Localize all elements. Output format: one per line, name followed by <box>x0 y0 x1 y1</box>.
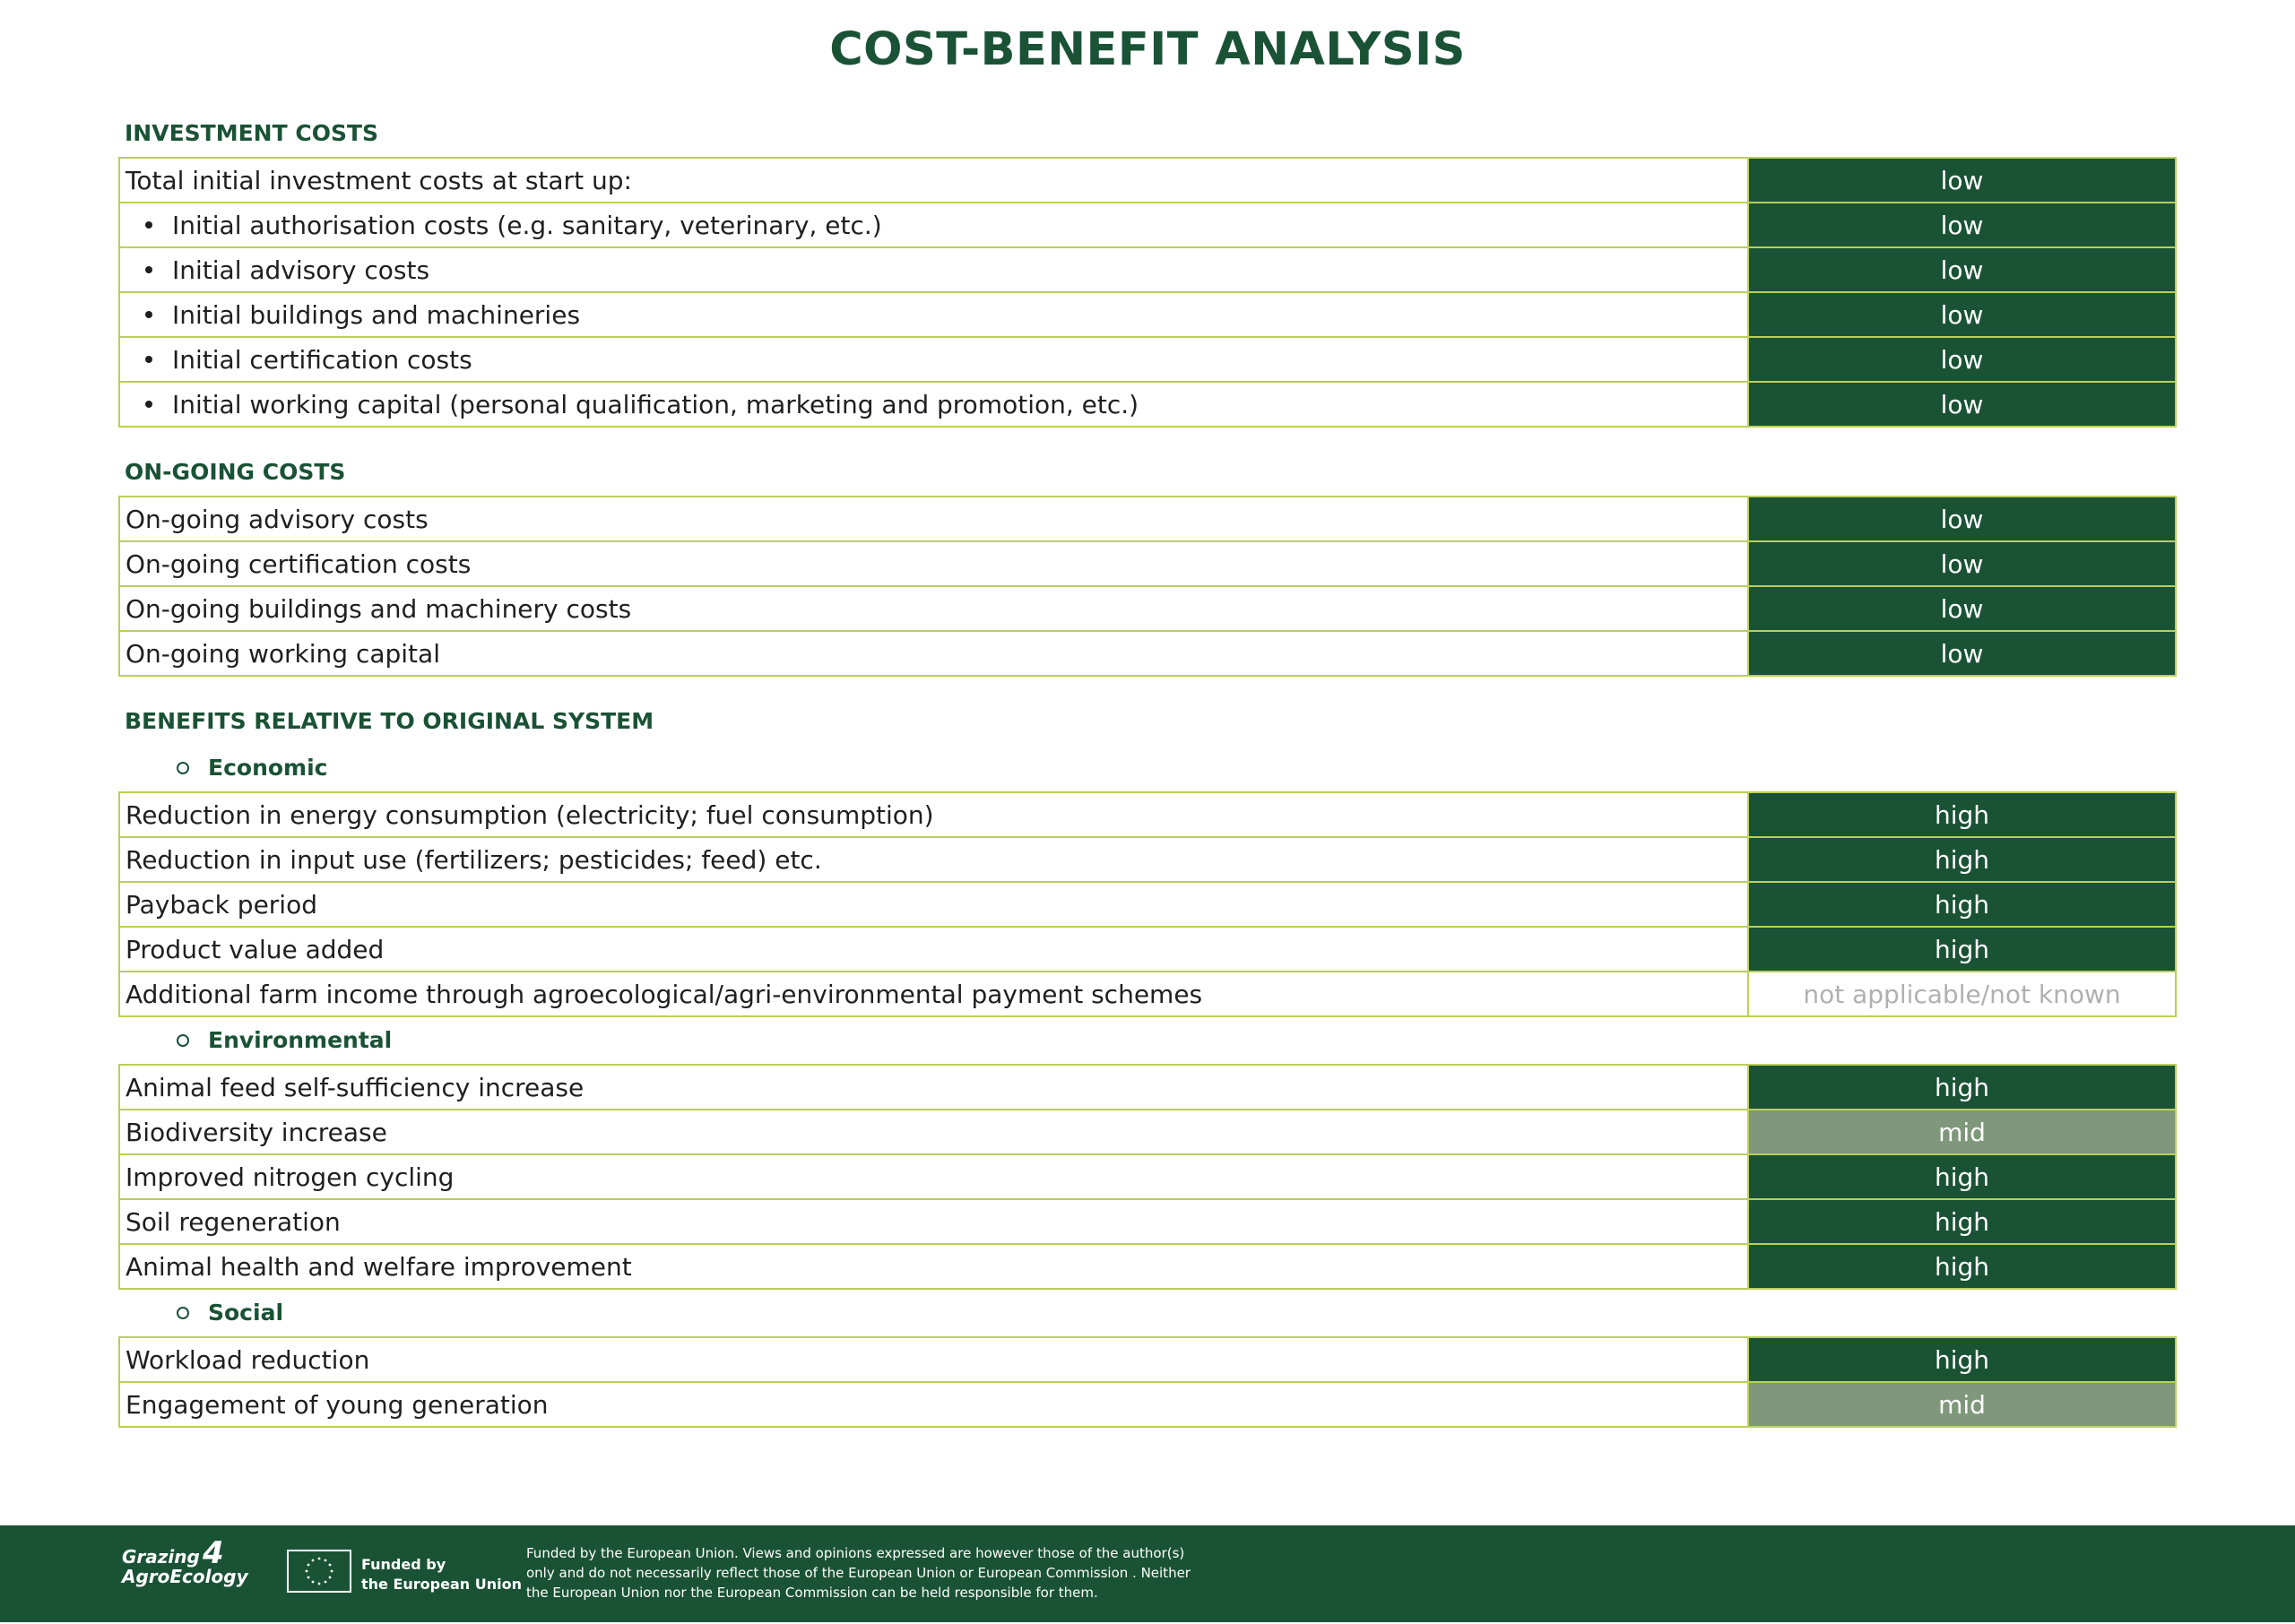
rating-cell: high <box>1748 1337 2176 1382</box>
ongoing-costs-heading: ON-GOING COSTS <box>125 459 346 485</box>
rating-cell: high <box>1748 1065 2176 1110</box>
rating-cell: low <box>1748 586 2176 631</box>
economic-benefits-table <box>118 791 2177 1017</box>
bullet-icon <box>145 356 152 363</box>
table-row <box>119 792 2176 837</box>
row-label: On-going advisory costs <box>119 497 1748 541</box>
bullet-icon <box>145 401 152 408</box>
rating-cell: not applicable/not known <box>1748 972 2176 1016</box>
table-row <box>119 882 2176 927</box>
circle-bullet-icon <box>177 762 189 774</box>
investment-costs-heading: INVESTMENT COSTS <box>125 120 379 146</box>
disclaimer-line3: the European Union nor the European Commission can be held responsible for them. <box>526 1585 1098 1601</box>
table-row <box>119 1110 2176 1154</box>
eu-funded-line1: Funded by <box>361 1556 446 1573</box>
rating-cell: low <box>1748 292 2176 337</box>
table-row <box>119 497 2176 541</box>
circle-bullet-icon <box>177 1034 189 1047</box>
economic-subheading <box>118 745 2177 791</box>
logo-line2: AgroEcology <box>122 1566 248 1587</box>
rating-cell: low <box>1748 247 2176 292</box>
row-label: Product value added <box>119 927 1748 972</box>
table-row <box>119 541 2176 586</box>
row-label: On-going buildings and machinery costs <box>119 586 1748 631</box>
row-label: Soil regeneration <box>119 1199 1748 1244</box>
row-label: Animal health and welfare improvement <box>119 1244 1748 1289</box>
page-title: COST-BENEFIT ANALYSIS <box>829 23 1466 76</box>
footer <box>0 1525 2295 1622</box>
cost-benefit-content <box>118 115 2177 1428</box>
rating-cell: high <box>1748 882 2176 927</box>
table-row <box>119 972 2176 1016</box>
row-label: Improved nitrogen cycling <box>119 1154 1748 1199</box>
rating-cell: low <box>1748 203 2176 247</box>
disclaimer-line2: only and do not necessarily reflect those of the European Union or European Commission . Neither <box>526 1565 1191 1581</box>
table-row <box>119 631 2176 676</box>
row-label-bulleted <box>119 337 1748 382</box>
social-subheading-text: Social <box>208 1300 284 1326</box>
table-row <box>119 927 2176 972</box>
table-row <box>119 1382 2176 1427</box>
investment-costs-table <box>118 157 2177 428</box>
row-label: Payback period <box>119 882 1748 927</box>
rating-cell: high <box>1748 1154 2176 1199</box>
logo-number: 4 <box>203 1535 224 1571</box>
table-row <box>119 203 2176 247</box>
rating-cell: mid <box>1748 1382 2176 1427</box>
row-label-bulleted <box>119 247 1748 292</box>
benefits-heading: BENEFITS RELATIVE TO ORIGINAL SYSTEM <box>125 708 654 734</box>
bullet-icon <box>145 266 152 273</box>
rating-cell: high <box>1748 1199 2176 1244</box>
table-row <box>119 292 2176 337</box>
table-row <box>119 1244 2176 1289</box>
eu-flag-icon <box>287 1550 351 1593</box>
bullet-icon <box>145 311 152 318</box>
rating-cell: low <box>1748 497 2176 541</box>
table-row <box>119 586 2176 631</box>
grazing-agroecology-logo <box>122 1535 256 1601</box>
environmental-subheading-text: Environmental <box>208 1027 393 1053</box>
row-label-text: Initial working capital (personal qualification, marketing and promotion, etc.) <box>172 389 1139 419</box>
table-row <box>119 382 2176 427</box>
row-label: Workload reduction <box>119 1337 1748 1382</box>
table-row <box>119 1337 2176 1382</box>
rating-cell: high <box>1748 927 2176 972</box>
rating-cell: low <box>1748 337 2176 382</box>
row-label-text: Initial advisory costs <box>172 255 430 285</box>
table-row <box>119 837 2176 882</box>
rating-cell: mid <box>1748 1110 2176 1154</box>
social-subheading <box>118 1290 2177 1336</box>
row-label-text: Initial buildings and machineries <box>172 299 581 330</box>
rating-cell: low <box>1748 382 2176 427</box>
table-row <box>119 1154 2176 1199</box>
row-label: Reduction in input use (fertilizers; pesticides; feed) etc. <box>119 837 1748 882</box>
ongoing-costs-table <box>118 496 2177 677</box>
eu-stars-icon <box>289 1551 350 1591</box>
economic-subheading-text: Economic <box>208 755 328 781</box>
environmental-benefits-table <box>118 1064 2177 1290</box>
row-label-bulleted <box>119 292 1748 337</box>
row-label: Engagement of young generation <box>119 1382 1748 1427</box>
table-row <box>119 247 2176 292</box>
rating-cell: high <box>1748 792 2176 837</box>
row-label-text: Initial certification costs <box>172 344 472 375</box>
row-label: Additional farm income through agroecological/agri-environmental payment schemes <box>119 972 1748 1016</box>
table-row <box>119 1199 2176 1244</box>
circle-bullet-icon <box>177 1307 189 1319</box>
rating-cell: high <box>1748 837 2176 882</box>
row-label: Total initial investment costs at start up: <box>119 158 1748 203</box>
bullet-icon <box>145 221 152 229</box>
social-benefits-table <box>118 1336 2177 1428</box>
row-label: Animal feed self-sufficiency increase <box>119 1065 1748 1110</box>
eu-disclaimer <box>526 1543 1261 1602</box>
row-label-bulleted <box>119 382 1748 427</box>
row-label: Reduction in energy consumption (electricity; fuel consumption) <box>119 792 1748 837</box>
row-label: On-going certification costs <box>119 541 1748 586</box>
rating-cell: low <box>1748 541 2176 586</box>
eu-funded-text <box>361 1555 522 1594</box>
disclaimer-line1: Funded by the European Union. Views and opinions expressed are however those of the author(s) <box>526 1545 1185 1561</box>
eu-funded-line2: the European Union <box>361 1576 522 1593</box>
table-row <box>119 1065 2176 1110</box>
row-label: On-going working capital <box>119 631 1748 676</box>
logo-line1: Grazing <box>122 1546 200 1568</box>
rating-cell: low <box>1748 631 2176 676</box>
environmental-subheading <box>118 1017 2177 1064</box>
table-row <box>119 158 2176 203</box>
rating-cell: high <box>1748 1244 2176 1289</box>
row-label-text: Initial authorisation costs (e.g. sanitary, veterinary, etc.) <box>172 210 882 240</box>
table-row <box>119 337 2176 382</box>
row-label-bulleted <box>119 203 1748 247</box>
rating-cell: low <box>1748 158 2176 203</box>
row-label: Biodiversity increase <box>119 1110 1748 1154</box>
